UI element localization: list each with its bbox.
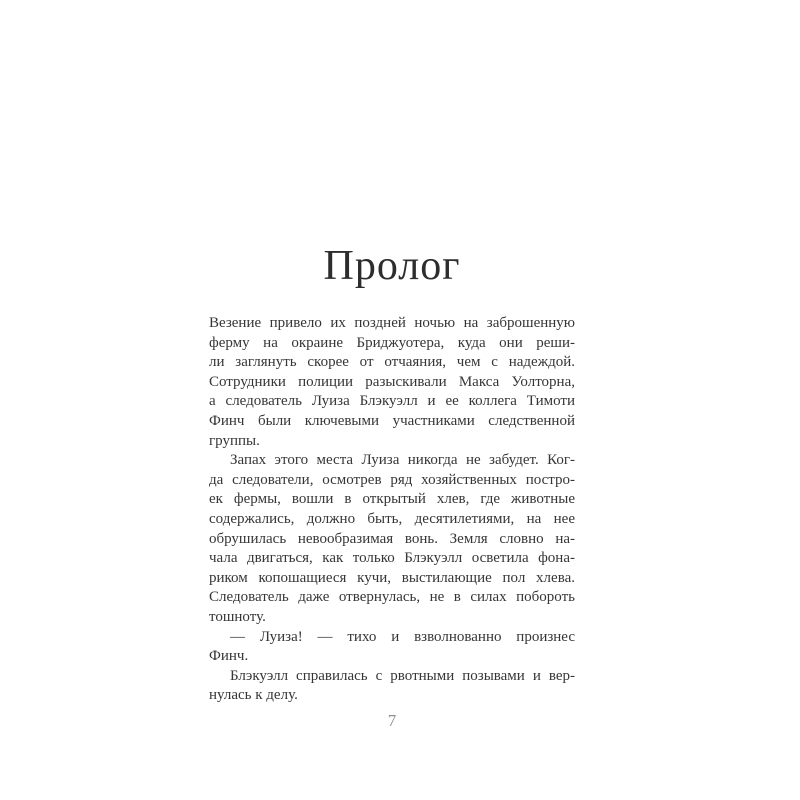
text-line: Финч.	[209, 648, 249, 665]
text-line: Везение привело их поздней ночью на заброшенную	[209, 315, 575, 331]
text-line: тошноту.	[209, 608, 266, 625]
chapter-title: Пролог	[323, 243, 461, 290]
text-line: ек фермы, вошли в открытый хлев, где животные	[209, 491, 575, 508]
text-line: Следователь даже отвернулась, не в силах побороть	[209, 589, 575, 606]
text-line: нулась к делу.	[209, 687, 298, 704]
text-line: ли заглянуть скорее от отчаяния, чем с надеждой.	[209, 354, 575, 371]
text-line: риком копошащиеся кучи, выстилающие пол хлева.	[209, 569, 575, 586]
text-line: Финч были ключевыми участниками следственной	[209, 412, 575, 429]
text-line: ферму на окраине Бриджуотера, куда они реши-	[209, 334, 575, 351]
text-line: а следователь Луиза Блэкуэлл и ее коллега Тимоти	[209, 393, 575, 410]
body-text	[209, 314, 575, 706]
text-line: да следователи, осмотрев ряд хозяйственных постро-	[209, 471, 575, 488]
text-line: чала двигаться, как только Блэкуэлл осветила фона-	[209, 550, 575, 567]
text-line: — Луиза! — тихо и взволнованно произнес	[230, 628, 575, 645]
text-line: Блэкуэлл справилась с рвотными позывами и вер-	[230, 667, 575, 684]
text-line: Запах этого места Луиза никогда не забудет. Ког-	[230, 452, 575, 469]
text-line: Сотрудники полиции разыскивали Макса Уолторна,	[209, 373, 575, 390]
text-line: обрушилась невообразимая вонь. Земля словно на-	[209, 530, 575, 547]
page-number: 7	[387, 711, 397, 730]
text-line: содержались, должно быть, десятилетиями, на нее	[209, 510, 575, 527]
text-line: группы.	[209, 432, 260, 449]
